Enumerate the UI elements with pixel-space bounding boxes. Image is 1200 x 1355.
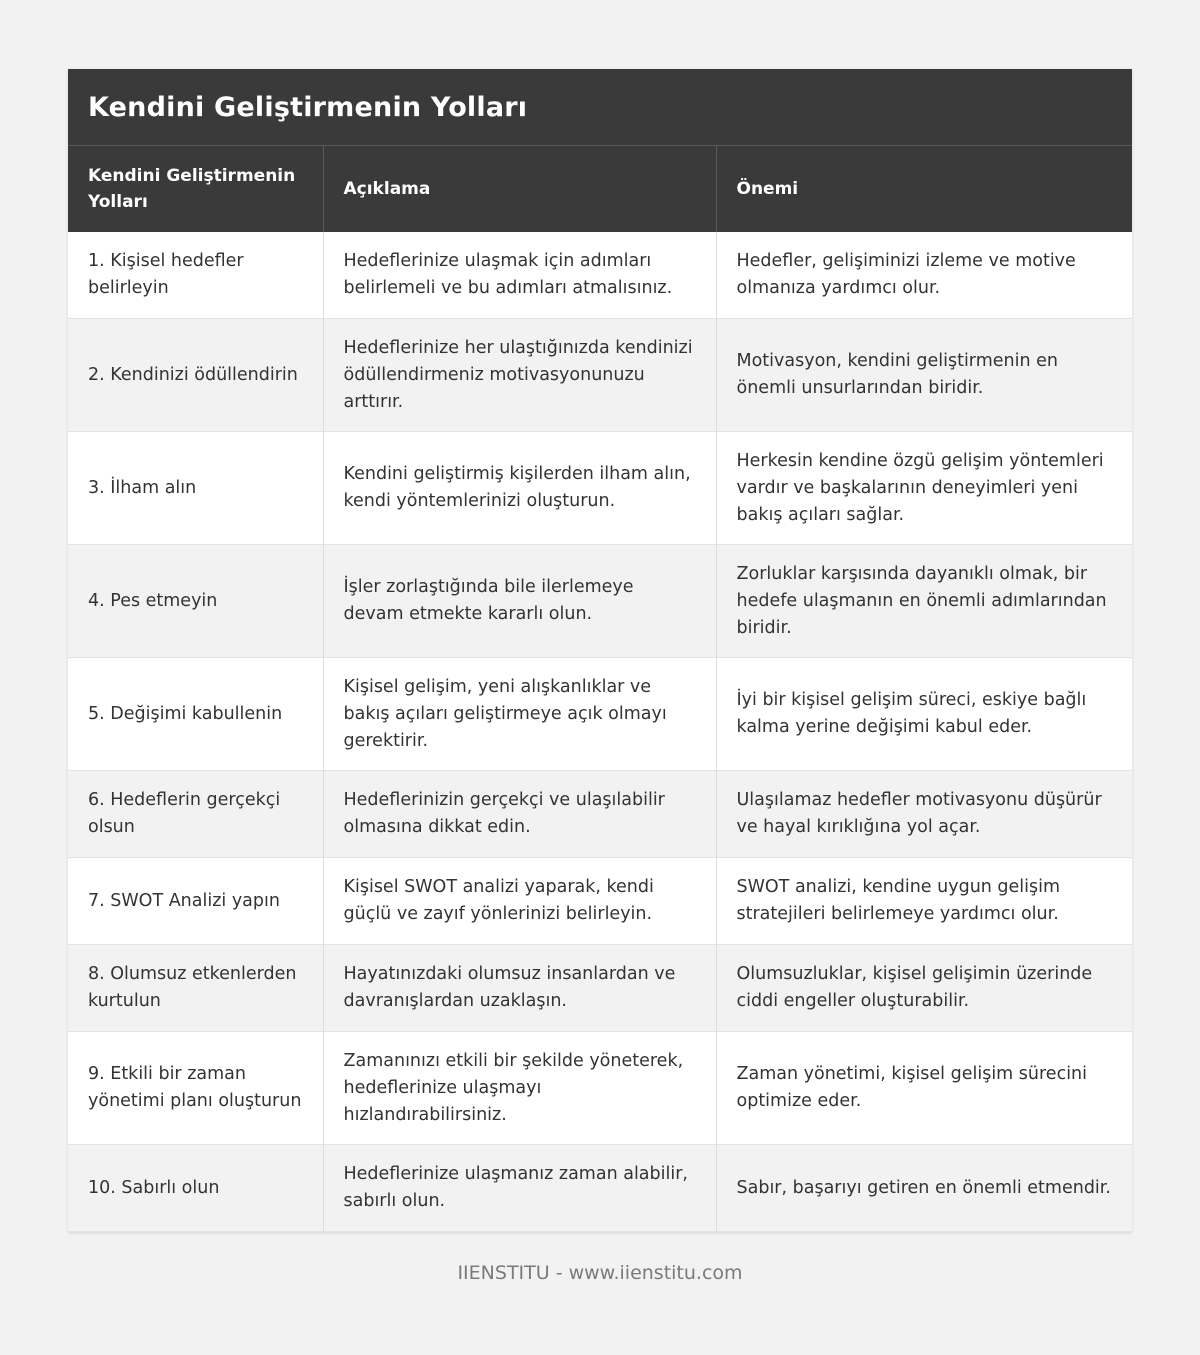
cell-importance: Herkesin kendine özgü gelişim yöntemleri vardır ve başkalarının deneyimleri yeni bakış açıları sağlar. [716, 432, 1132, 545]
cell-importance: Zaman yönetimi, kişisel gelişim sürecini optimize eder. [716, 1032, 1132, 1145]
cell-way: 5. Değişimi kabullenin [68, 658, 323, 771]
table-row [68, 232, 1132, 319]
cell-description: Hedeflerinize her ulaştığınızda kendinizi ödüllendirmeniz motivasyonunuzu arttırır. [323, 319, 716, 432]
cell-importance: Ulaşılamaz hedefler motivasyonu düşürür ve hayal kırıklığına yol açar. [716, 771, 1132, 858]
cell-way: 7. SWOT Analizi yapın [68, 858, 323, 945]
cell-importance: Olumsuzluklar, kişisel gelişimin üzerinde ciddi engeller oluşturabilir. [716, 945, 1132, 1032]
table-row [68, 432, 1132, 545]
cell-way: 8. Olumsuz etkenlerden kurtulun [68, 945, 323, 1032]
cell-way: 6. Hedeflerin gerçekçi olsun [68, 771, 323, 858]
cell-importance: Sabır, başarıyı getiren en önemli etmendir. [716, 1145, 1132, 1232]
cell-way: 4. Pes etmeyin [68, 545, 323, 658]
cell-way: 9. Etkili bir zaman yönetimi planı oluşturun [68, 1032, 323, 1145]
table-card [68, 69, 1132, 1232]
cell-importance: Zorluklar karşısında dayanıklı olmak, bir hedefe ulaşmanın en önemli adımlarından biridir. [716, 545, 1132, 658]
table-row [68, 858, 1132, 945]
header-row [68, 146, 1132, 232]
cell-description: Zamanınızı etkili bir şekilde yöneterek, hedeflerinize ulaşmayı hızlandırabilirsiniz. [323, 1032, 716, 1145]
page-title: Kendini Geliştirmenin Yolları [88, 91, 528, 123]
cell-description: Hedeflerinizin gerçekçi ve ulaşılabilir olmasına dikkat edin. [323, 771, 716, 858]
cell-description: Hedeflerinize ulaşmak için adımları belirlemeli ve bu adımları atmalısınız. [323, 232, 716, 319]
cell-way: 3. İlham alın [68, 432, 323, 545]
footer-credit: IIENSTITU - www.iienstitu.com [457, 1262, 743, 1284]
table-row [68, 1145, 1132, 1232]
cell-description: Hayatınızdaki olumsuz insanlardan ve davranışlardan uzaklaşın. [323, 945, 716, 1032]
cell-description: Hedeflerinize ulaşmanız zaman alabilir, sabırlı olun. [323, 1145, 716, 1232]
column-header-description: Açıklama [323, 146, 716, 232]
cell-importance: SWOT analizi, kendine uygun gelişim stratejileri belirlemeye yardımcı olur. [716, 858, 1132, 945]
table-row [68, 658, 1132, 771]
cell-importance: Motivasyon, kendini geliştirmenin en önemli unsurlarından biridir. [716, 319, 1132, 432]
title-bar [68, 69, 1132, 145]
cell-way: 2. Kendinizi ödüllendirin [68, 319, 323, 432]
cell-description: Kişisel SWOT analizi yaparak, kendi güçlü ve zayıf yönlerinizi belirleyin. [323, 858, 716, 945]
column-header-ways: Kendini Geliştirmenin Yolları [68, 146, 323, 232]
table-row [68, 1032, 1132, 1145]
cell-description: İşler zorlaştığında bile ilerlemeye devam etmekte kararlı olun. [323, 545, 716, 658]
data-table [68, 145, 1132, 1232]
cell-way: 10. Sabırlı olun [68, 1145, 323, 1232]
cell-description: Kendini geliştirmiş kişilerden ilham alın, kendi yöntemlerinizi oluşturun. [323, 432, 716, 545]
cell-way: 1. Kişisel hedefler belirleyin [68, 232, 323, 319]
cell-importance: İyi bir kişisel gelişim süreci, eskiye bağlı kalma yerine değişimi kabul eder. [716, 658, 1132, 771]
table-row [68, 319, 1132, 432]
table-row [68, 545, 1132, 658]
table-row [68, 945, 1132, 1032]
cell-description: Kişisel gelişim, yeni alışkanlıklar ve bakış açıları geliştirmeye açık olmayı gerektirir. [323, 658, 716, 771]
table-row [68, 771, 1132, 858]
cell-importance: Hedefler, gelişiminizi izleme ve motive olmanıza yardımcı olur. [716, 232, 1132, 319]
column-header-importance: Önemi [716, 146, 1132, 232]
